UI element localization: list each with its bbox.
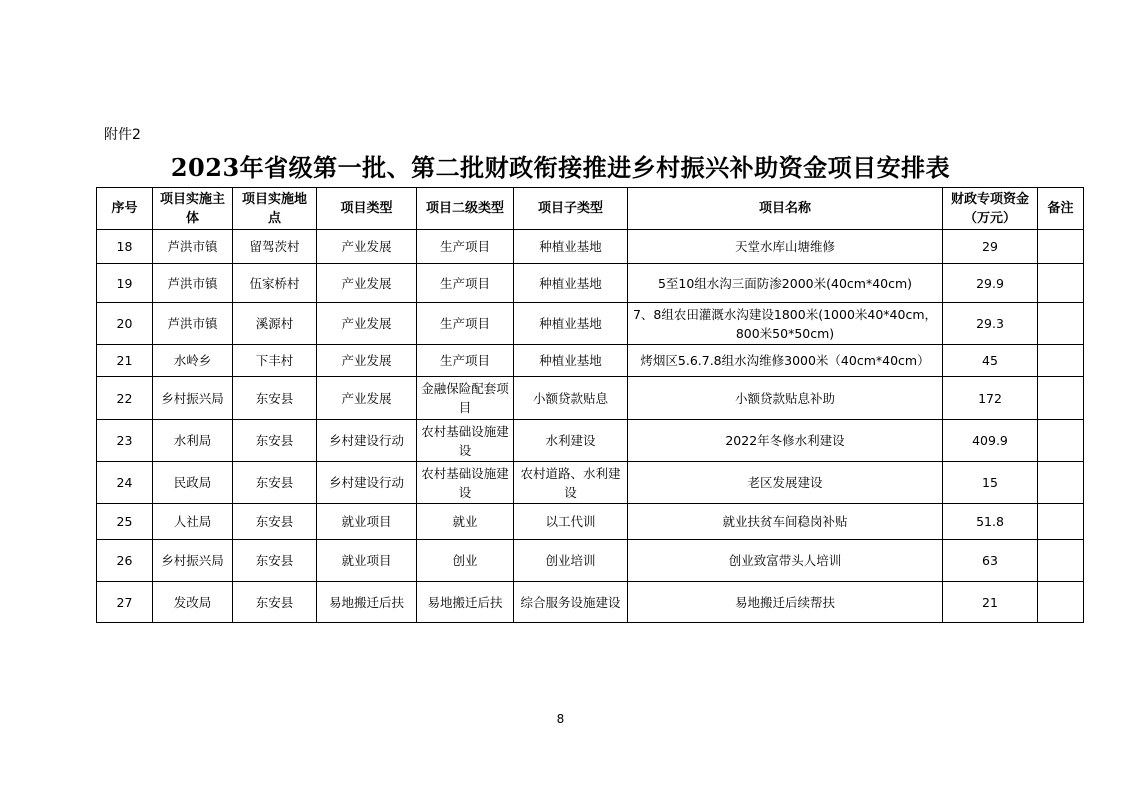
table-row bbox=[97, 345, 1084, 377]
cell-index: 22 bbox=[97, 377, 153, 420]
cell-subtype: 农村道路、水利建设 bbox=[514, 462, 628, 504]
cell-subtype: 以工代训 bbox=[514, 504, 628, 540]
cell-funds: 29.9 bbox=[943, 264, 1038, 303]
cell-funds: 21 bbox=[943, 582, 1038, 623]
cell-index: 26 bbox=[97, 540, 153, 582]
header-type: 项目类型 bbox=[317, 188, 417, 230]
cell-location: 溪源村 bbox=[233, 303, 317, 345]
cell-location: 东安县 bbox=[233, 462, 317, 504]
cell-type: 乡村建设行动 bbox=[317, 420, 417, 462]
cell-index: 20 bbox=[97, 303, 153, 345]
table-row bbox=[97, 303, 1084, 345]
table-row bbox=[97, 264, 1084, 303]
cell-location: 东安县 bbox=[233, 504, 317, 540]
header-secondary-type: 项目二级类型 bbox=[417, 188, 514, 230]
cell-remarks bbox=[1038, 345, 1084, 377]
cell-remarks bbox=[1038, 264, 1084, 303]
cell-subtype: 种植业基地 bbox=[514, 303, 628, 345]
cell-remarks bbox=[1038, 462, 1084, 504]
cell-subtype: 种植业基地 bbox=[514, 345, 628, 377]
cell-type: 就业项目 bbox=[317, 504, 417, 540]
cell-funds: 172 bbox=[943, 377, 1038, 420]
cell-implementer: 发改局 bbox=[153, 582, 233, 623]
cell-implementer: 民政局 bbox=[153, 462, 233, 504]
cell-implementer: 乡村振兴局 bbox=[153, 540, 233, 582]
cell-secondary-type: 金融保险配套项目 bbox=[417, 377, 514, 420]
cell-secondary-type: 生产项目 bbox=[417, 264, 514, 303]
cell-type: 乡村建设行动 bbox=[317, 462, 417, 504]
cell-project-name: 创业致富带头人培训 bbox=[628, 540, 943, 582]
cell-location: 留驾茨村 bbox=[233, 230, 317, 264]
cell-secondary-type: 创业 bbox=[417, 540, 514, 582]
cell-remarks bbox=[1038, 540, 1084, 582]
cell-remarks bbox=[1038, 377, 1084, 420]
cell-project-name: 天堂水库山塘维修 bbox=[628, 230, 943, 264]
table-row bbox=[97, 504, 1084, 540]
cell-funds: 29.3 bbox=[943, 303, 1038, 345]
table-row bbox=[97, 540, 1084, 582]
table-header-row bbox=[97, 188, 1084, 230]
table-row bbox=[97, 582, 1084, 623]
cell-project-name: 易地搬迁后续帮扶 bbox=[628, 582, 943, 623]
cell-index: 27 bbox=[97, 582, 153, 623]
cell-secondary-type: 生产项目 bbox=[417, 230, 514, 264]
header-location: 项目实施地点 bbox=[233, 188, 317, 230]
cell-secondary-type: 生产项目 bbox=[417, 345, 514, 377]
table-row bbox=[97, 230, 1084, 264]
document-title: 2023年省级第一批、第二批财政衔接推进乡村振兴补助资金项目安排表 bbox=[170, 153, 951, 182]
cell-location: 东安县 bbox=[233, 377, 317, 420]
table-row bbox=[97, 462, 1084, 504]
cell-index: 23 bbox=[97, 420, 153, 462]
cell-subtype: 种植业基地 bbox=[514, 264, 628, 303]
cell-index: 21 bbox=[97, 345, 153, 377]
cell-remarks bbox=[1038, 582, 1084, 623]
cell-funds: 45 bbox=[943, 345, 1038, 377]
cell-project-name: 烤烟区5.6.7.8组水沟维修3000米（40cm*40cm） bbox=[628, 345, 943, 377]
cell-project-name: 7、8组农田灌溉水沟建设1800米(1000米40*40cm，800米50*50cm) bbox=[628, 303, 943, 345]
cell-funds: 63 bbox=[943, 540, 1038, 582]
header-index: 序号 bbox=[97, 188, 153, 230]
cell-funds: 51.8 bbox=[943, 504, 1038, 540]
cell-funds: 15 bbox=[943, 462, 1038, 504]
cell-implementer: 乡村振兴局 bbox=[153, 377, 233, 420]
cell-subtype: 种植业基地 bbox=[514, 230, 628, 264]
project-table bbox=[96, 187, 1084, 623]
cell-index: 25 bbox=[97, 504, 153, 540]
cell-type: 易地搬迁后扶 bbox=[317, 582, 417, 623]
cell-type: 产业发展 bbox=[317, 377, 417, 420]
header-implementer: 项目实施主体 bbox=[153, 188, 233, 230]
cell-subtype: 创业培训 bbox=[514, 540, 628, 582]
cell-type: 产业发展 bbox=[317, 264, 417, 303]
cell-location: 东安县 bbox=[233, 582, 317, 623]
cell-implementer: 芦洪市镇 bbox=[153, 303, 233, 345]
cell-secondary-type: 就业 bbox=[417, 504, 514, 540]
table-row bbox=[97, 420, 1084, 462]
cell-type: 产业发展 bbox=[317, 303, 417, 345]
cell-type: 产业发展 bbox=[317, 345, 417, 377]
cell-index: 19 bbox=[97, 264, 153, 303]
cell-type: 产业发展 bbox=[317, 230, 417, 264]
cell-implementer: 水岭乡 bbox=[153, 345, 233, 377]
cell-secondary-type: 易地搬迁后扶 bbox=[417, 582, 514, 623]
cell-implementer: 人社局 bbox=[153, 504, 233, 540]
cell-type: 就业项目 bbox=[317, 540, 417, 582]
cell-project-name: 5至10组水沟三面防渗2000米(40cm*40cm) bbox=[628, 264, 943, 303]
cell-remarks bbox=[1038, 230, 1084, 264]
page-number: 8 bbox=[556, 712, 565, 726]
cell-index: 18 bbox=[97, 230, 153, 264]
cell-location: 伍家桥村 bbox=[233, 264, 317, 303]
attachment-label: 附件2 bbox=[104, 127, 141, 143]
cell-project-name: 2022年冬修水利建设 bbox=[628, 420, 943, 462]
cell-subtype: 水利建设 bbox=[514, 420, 628, 462]
header-project-name: 项目名称 bbox=[628, 188, 943, 230]
cell-funds: 409.9 bbox=[943, 420, 1038, 462]
cell-project-name: 就业扶贫车间稳岗补贴 bbox=[628, 504, 943, 540]
cell-subtype: 小额贷款贴息 bbox=[514, 377, 628, 420]
cell-secondary-type: 生产项目 bbox=[417, 303, 514, 345]
cell-remarks bbox=[1038, 303, 1084, 345]
cell-project-name: 老区发展建设 bbox=[628, 462, 943, 504]
header-remarks: 备注 bbox=[1038, 188, 1084, 230]
cell-secondary-type: 农村基础设施建设 bbox=[417, 420, 514, 462]
cell-remarks bbox=[1038, 420, 1084, 462]
cell-implementer: 水利局 bbox=[153, 420, 233, 462]
cell-implementer: 芦洪市镇 bbox=[153, 264, 233, 303]
cell-funds: 29 bbox=[943, 230, 1038, 264]
cell-location: 东安县 bbox=[233, 540, 317, 582]
cell-project-name: 小额贷款贴息补助 bbox=[628, 377, 943, 420]
cell-secondary-type: 农村基础设施建设 bbox=[417, 462, 514, 504]
header-subtype: 项目子类型 bbox=[514, 188, 628, 230]
header-funds: 财政专项资金（万元） bbox=[943, 188, 1038, 230]
cell-subtype: 综合服务设施建设 bbox=[514, 582, 628, 623]
cell-implementer: 芦洪市镇 bbox=[153, 230, 233, 264]
cell-remarks bbox=[1038, 504, 1084, 540]
cell-location: 下丰村 bbox=[233, 345, 317, 377]
cell-index: 24 bbox=[97, 462, 153, 504]
table-row bbox=[97, 377, 1084, 420]
cell-location: 东安县 bbox=[233, 420, 317, 462]
